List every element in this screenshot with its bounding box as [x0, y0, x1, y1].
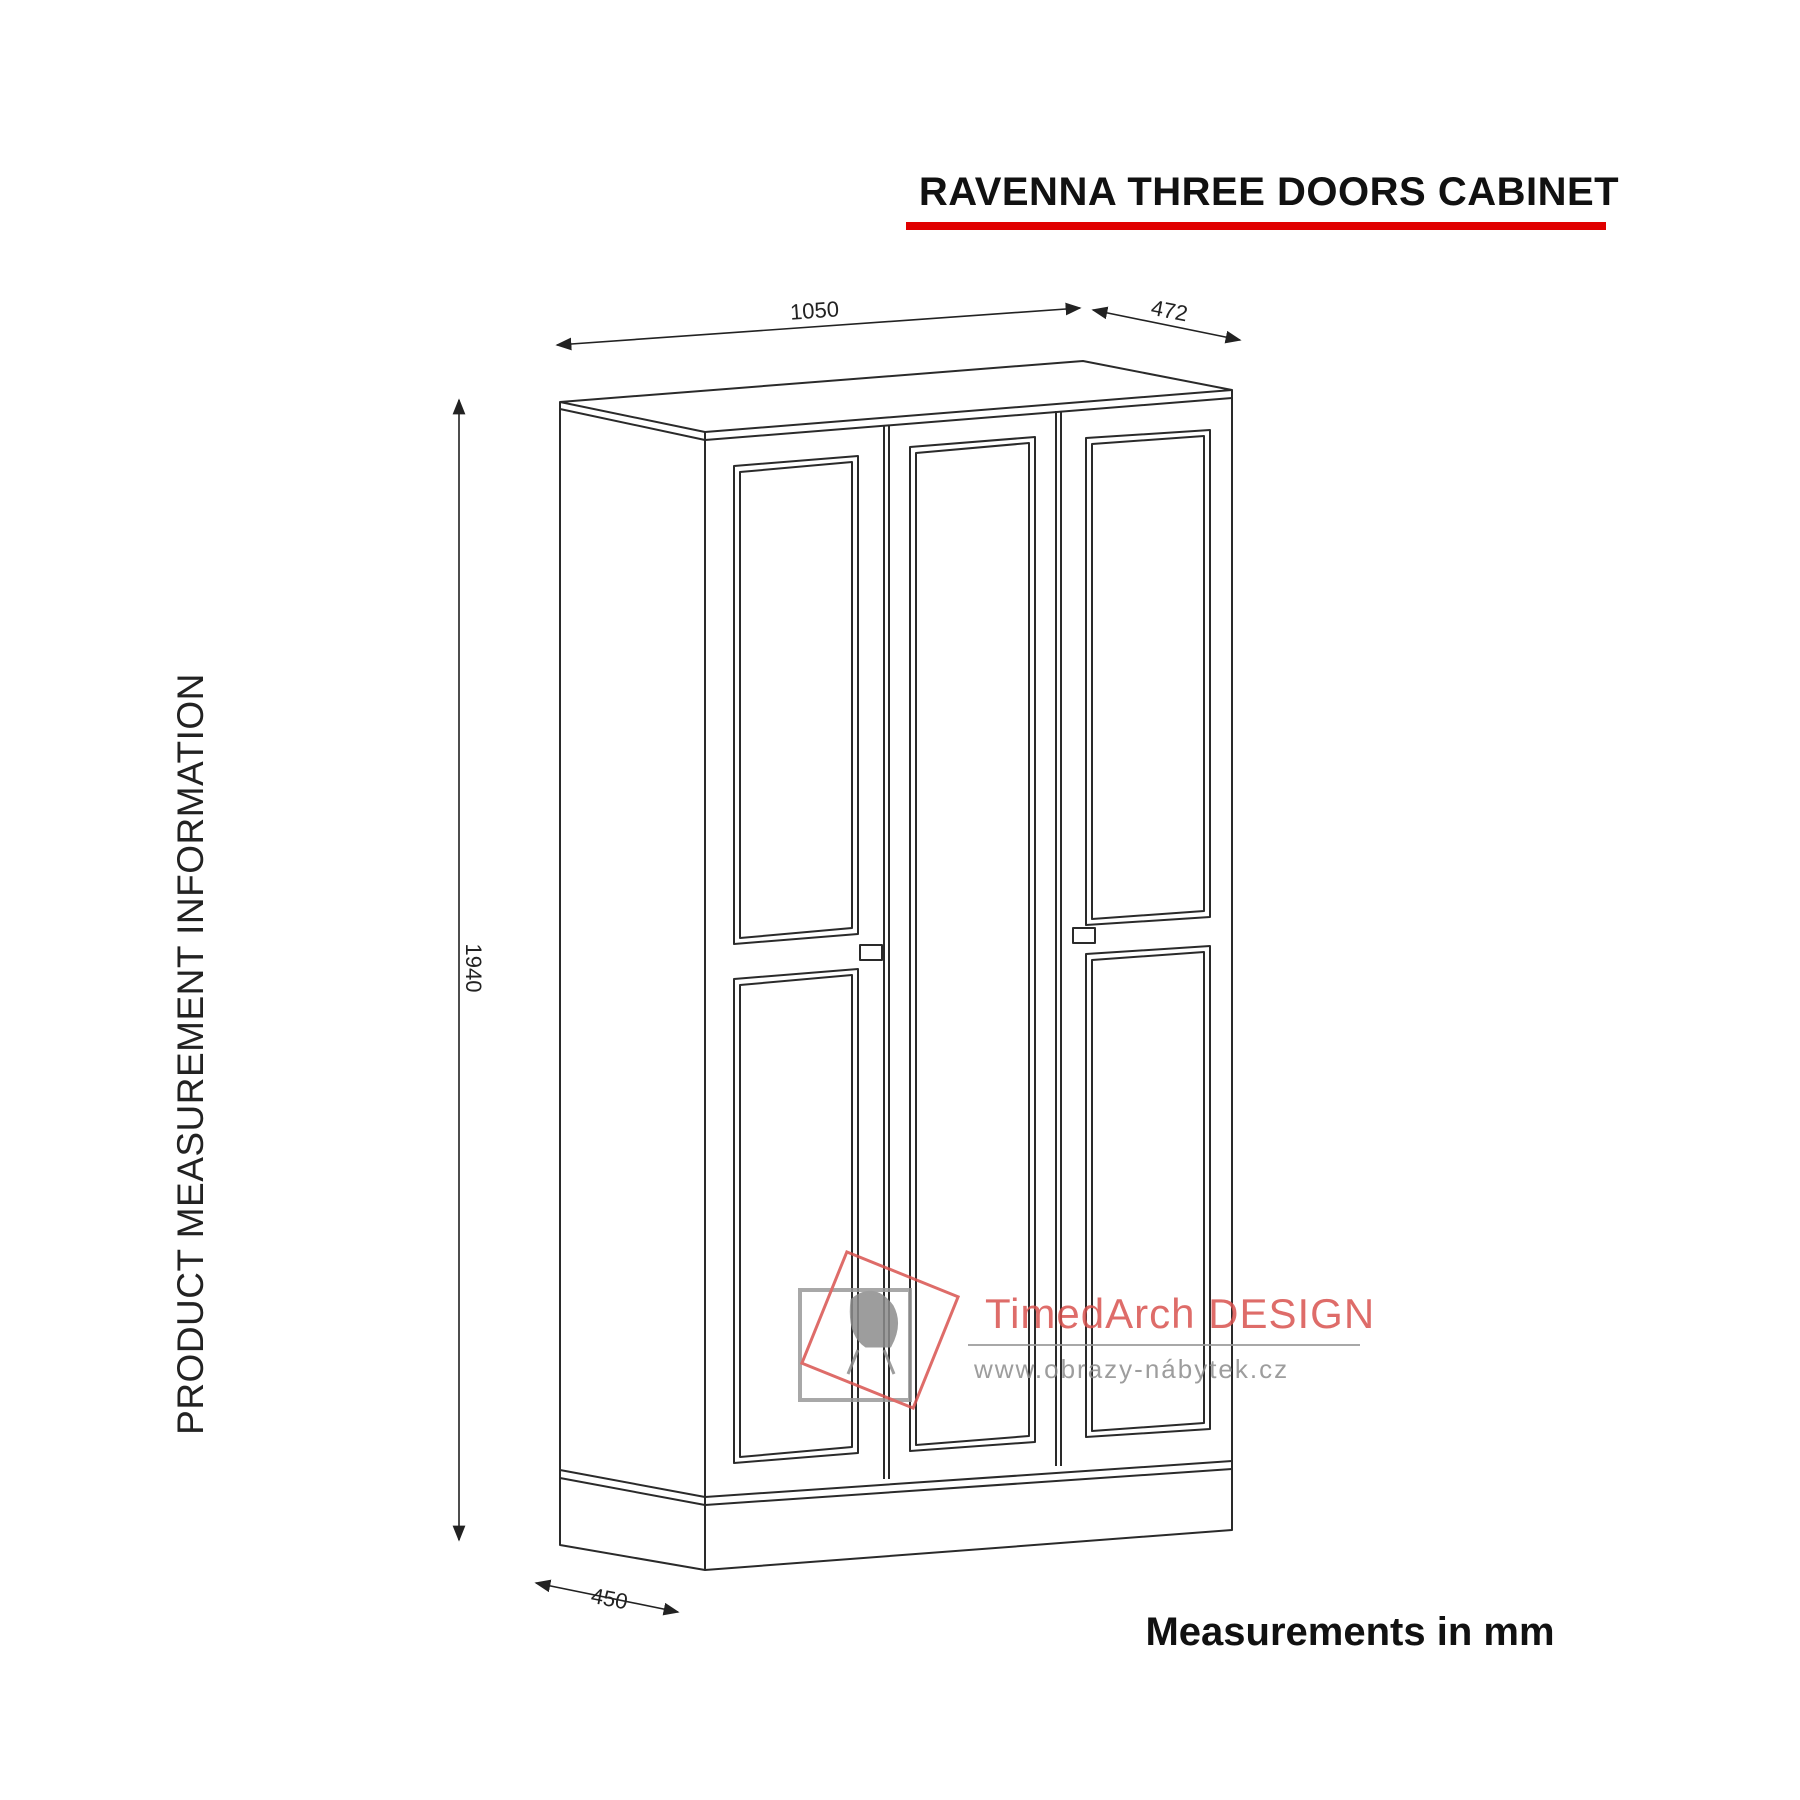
- left-door-lower-panel: [734, 969, 858, 1463]
- watermark-url: www.obrazy-nábytek.cz: [974, 1354, 1290, 1384]
- product-title: RAVENNA THREE DOORS CABINET: [918, 170, 1620, 214]
- width-value: 1050: [789, 296, 840, 325]
- cabinet-top-slab: [560, 361, 1232, 432]
- cabinet-plinth: [560, 1461, 1232, 1570]
- depth-base-value: 450: [589, 1582, 630, 1615]
- right-door-upper-panel: [1086, 430, 1210, 925]
- watermark-brand: TimedArch DESIGN: [985, 1290, 1376, 1337]
- side-label: PRODUCT MEASUREMENT INFORMATION: [170, 673, 211, 1435]
- depth-top-value: 472: [1149, 294, 1190, 327]
- watermark: [800, 1252, 1375, 1408]
- watermark-logo-chair-icon: [848, 1292, 897, 1374]
- units-note: Measurements in mm: [1145, 1610, 1555, 1654]
- left-door-upper-panel: [734, 456, 858, 944]
- right-door-handle: [1073, 928, 1095, 943]
- left-door-handle: [860, 945, 882, 960]
- height-value: 1940: [461, 943, 486, 993]
- cabinet-side-panel: [560, 409, 705, 1497]
